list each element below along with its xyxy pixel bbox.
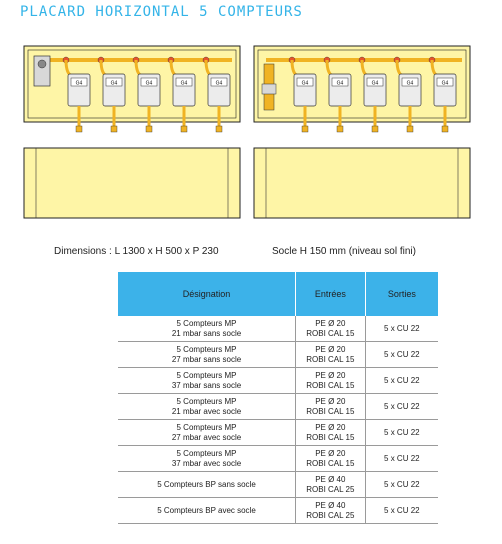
meter-label: G4 bbox=[336, 80, 344, 87]
table-row bbox=[118, 316, 438, 342]
spec-table bbox=[118, 272, 438, 524]
cell-designation bbox=[118, 342, 296, 368]
table-body bbox=[118, 316, 438, 524]
cell-designation-line: 5 Compteurs MP bbox=[176, 370, 237, 380]
cell-entrees bbox=[296, 316, 366, 342]
cell-entrees-line: PE Ø 40 bbox=[315, 474, 346, 484]
cell-designation-line: 21 mbar avec socle bbox=[171, 406, 242, 416]
cell-designation-line: 5 Compteurs BP sans socle bbox=[157, 479, 256, 489]
cell-designation-line: 21 mbar sans socle bbox=[171, 328, 242, 338]
cell-sorties: 5 x CU 22 bbox=[365, 368, 438, 394]
meter-label: G4 bbox=[301, 80, 309, 87]
outlet-fitting bbox=[442, 126, 448, 132]
meter-label: G4 bbox=[110, 80, 118, 87]
meter-label: G4 bbox=[406, 80, 414, 87]
cell-designation bbox=[118, 472, 296, 498]
cell-entrees bbox=[296, 394, 366, 420]
cell-sorties: 5 x CU 22 bbox=[365, 472, 438, 498]
cell-sorties: 5 x CU 22 bbox=[365, 420, 438, 446]
meter-label: G4 bbox=[145, 80, 153, 87]
cell-designation bbox=[118, 316, 296, 342]
table-header-row bbox=[118, 272, 438, 316]
cell-designation bbox=[118, 498, 296, 524]
cell-entrees-line: PE Ø 20 bbox=[315, 422, 346, 432]
table-row bbox=[118, 368, 438, 394]
cell-designation-line: 5 Compteurs MP bbox=[176, 422, 237, 432]
outlet-fitting bbox=[76, 126, 82, 132]
cell-designation bbox=[118, 420, 296, 446]
header-sorties: Sorties bbox=[365, 272, 438, 316]
cell-entrees-line: PE Ø 20 bbox=[315, 344, 346, 354]
cell-entrees bbox=[296, 368, 366, 394]
cell-entrees bbox=[296, 420, 366, 446]
outlet-fitting bbox=[337, 126, 343, 132]
cell-entrees-line: ROBI CAL 15 bbox=[306, 458, 355, 468]
cell-sorties: 5 x CU 22 bbox=[365, 394, 438, 420]
socle-text: Socle H 150 mm (niveau sol fini) bbox=[272, 246, 416, 257]
cell-designation bbox=[118, 394, 296, 420]
cell-designation-line: 37 mbar avec socle bbox=[171, 458, 242, 468]
cell-designation-line: 5 Compteurs MP bbox=[176, 318, 237, 328]
cell-designation-line: 27 mbar avec socle bbox=[171, 432, 242, 442]
cell-designation-line: 5 Compteurs BP avec socle bbox=[157, 505, 256, 515]
cell-entrees bbox=[296, 498, 366, 524]
cell-entrees-line: ROBI CAL 15 bbox=[306, 432, 355, 442]
outlet-fitting bbox=[372, 126, 378, 132]
cell-entrees-line: ROBI CAL 15 bbox=[306, 406, 355, 416]
socle-body bbox=[24, 148, 240, 218]
table-row bbox=[118, 472, 438, 498]
cell-designation-line: 5 Compteurs MP bbox=[176, 344, 237, 354]
dimensions-text: Dimensions : L 1300 x H 500 x P 230 bbox=[54, 246, 219, 257]
table-row bbox=[118, 394, 438, 420]
outlet-fitting bbox=[407, 126, 413, 132]
cell-sorties: 5 x CU 22 bbox=[365, 446, 438, 472]
regulator bbox=[262, 84, 276, 94]
meter-label: G4 bbox=[441, 80, 449, 87]
meter-label: G4 bbox=[75, 80, 83, 87]
outlet-fitting bbox=[146, 126, 152, 132]
cell-entrees bbox=[296, 342, 366, 368]
cell-sorties: 5 x CU 22 bbox=[365, 498, 438, 524]
cell-entrees-line: PE Ø 20 bbox=[315, 318, 346, 328]
cell-entrees-line: ROBI CAL 25 bbox=[306, 484, 355, 494]
cell-sorties: 5 x CU 22 bbox=[365, 342, 438, 368]
cell-entrees-line: ROBI CAL 15 bbox=[306, 328, 355, 338]
cell-designation-line: 37 mbar sans socle bbox=[171, 380, 242, 390]
cell-entrees-line: PE Ø 40 bbox=[315, 500, 346, 510]
header-designation: Désignation bbox=[118, 272, 296, 316]
cell-entrees bbox=[296, 446, 366, 472]
cell-designation-line: 5 Compteurs MP bbox=[176, 448, 237, 458]
table-row bbox=[118, 446, 438, 472]
meter-label: G4 bbox=[180, 80, 188, 87]
cell-designation-line: 27 mbar sans socle bbox=[171, 354, 242, 364]
cell-designation-line: 5 Compteurs MP bbox=[176, 396, 237, 406]
outlet-fitting bbox=[302, 126, 308, 132]
cell-entrees-line: ROBI CAL 15 bbox=[306, 354, 355, 364]
cell-designation bbox=[118, 368, 296, 394]
regulator-dial bbox=[38, 60, 46, 68]
socle-body bbox=[254, 148, 470, 218]
cell-entrees bbox=[296, 472, 366, 498]
table-row bbox=[118, 498, 438, 524]
cell-entrees-line: PE Ø 20 bbox=[315, 448, 346, 458]
table-row bbox=[118, 420, 438, 446]
cell-entrees-line: PE Ø 20 bbox=[315, 396, 346, 406]
header-entrees: Entrées bbox=[296, 272, 366, 316]
cell-designation bbox=[118, 446, 296, 472]
cabinet-diagram-left bbox=[22, 44, 248, 224]
page-title: PLACARD HORIZONTAL 5 COMPTEURS bbox=[20, 4, 303, 20]
outlet-fitting bbox=[111, 126, 117, 132]
cell-entrees-line: ROBI CAL 25 bbox=[306, 510, 355, 520]
meter-label: G4 bbox=[215, 80, 223, 87]
meter-label: G4 bbox=[371, 80, 379, 87]
cabinet-diagram-right bbox=[252, 44, 478, 224]
outlet-fitting bbox=[181, 126, 187, 132]
outlet-fitting bbox=[216, 126, 222, 132]
table-row bbox=[118, 342, 438, 368]
cell-entrees-line: ROBI CAL 15 bbox=[306, 380, 355, 390]
cell-entrees-line: PE Ø 20 bbox=[315, 370, 346, 380]
cell-sorties: 5 x CU 22 bbox=[365, 316, 438, 342]
